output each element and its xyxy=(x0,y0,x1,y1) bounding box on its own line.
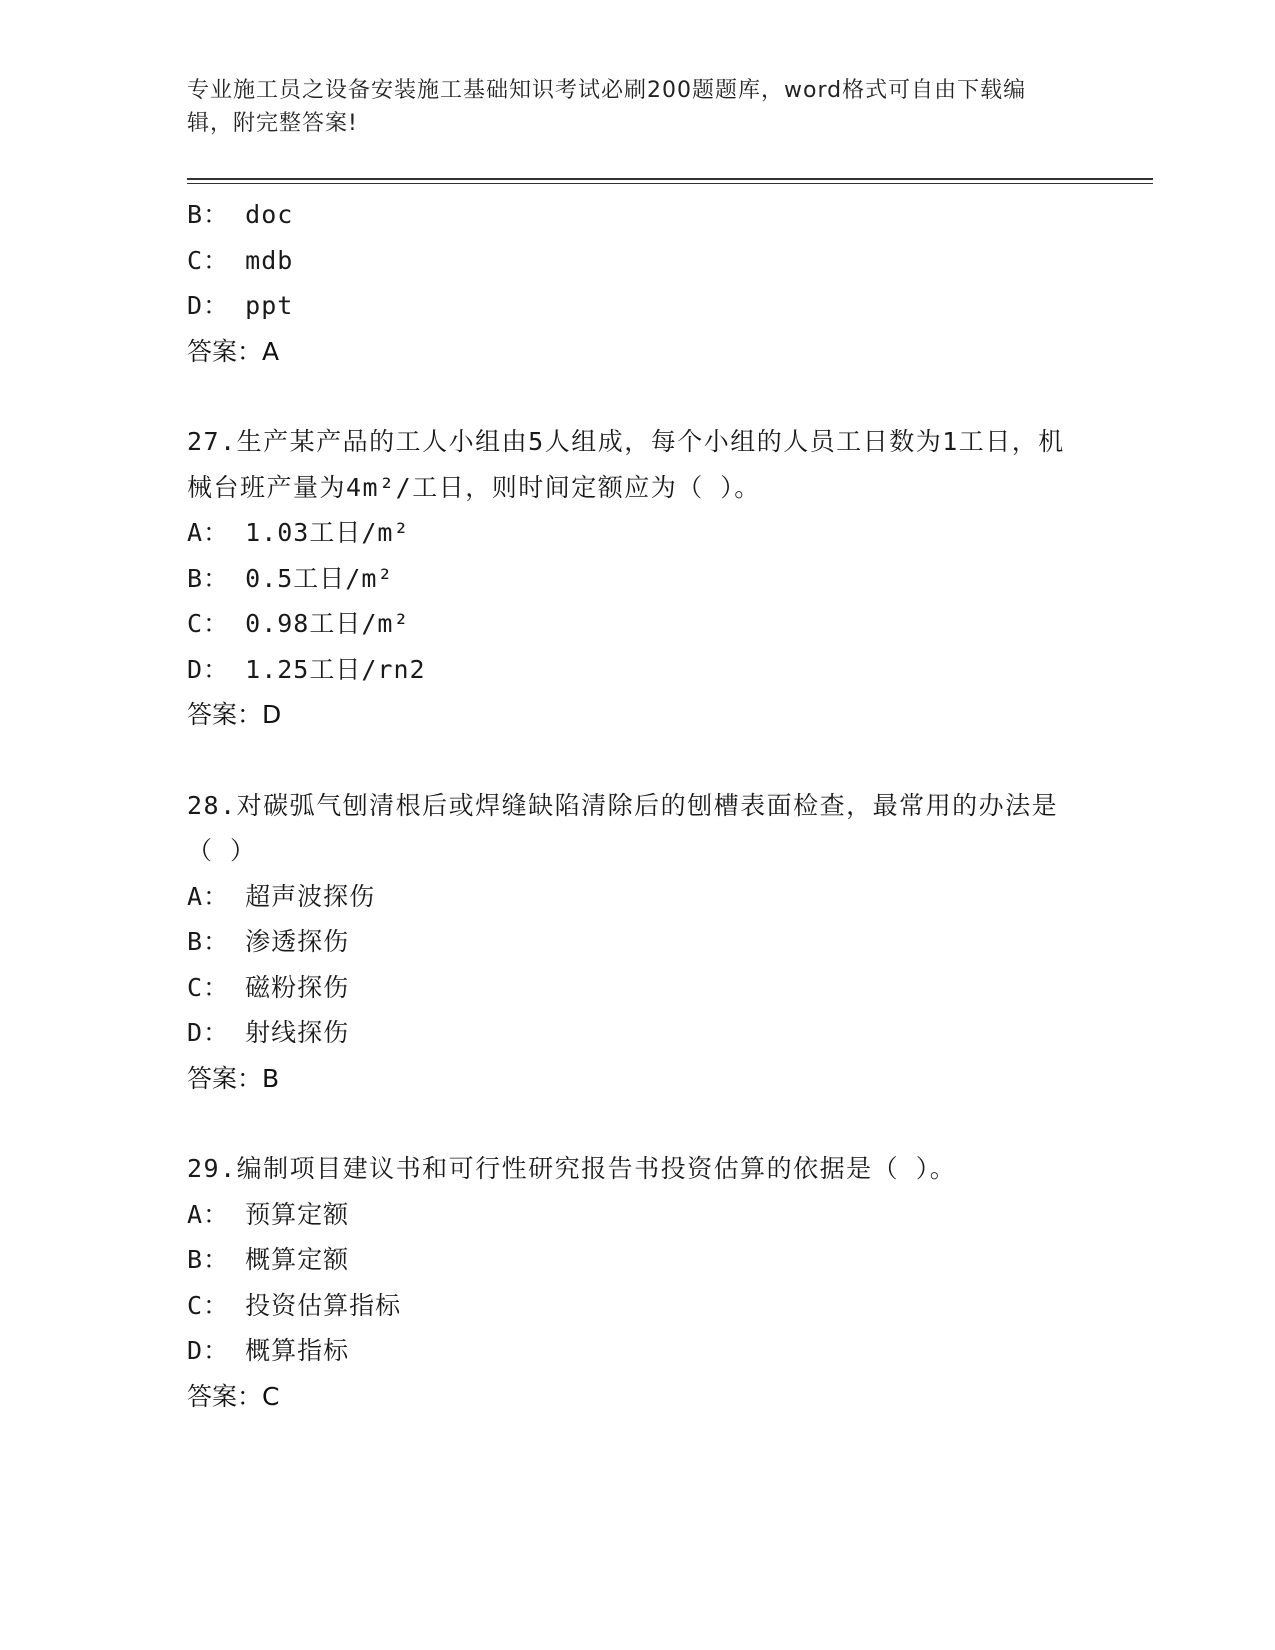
carryover-block xyxy=(187,192,1087,374)
page-header xyxy=(187,74,1067,140)
question-stem: 27.生产某产品的工人小组由5人组成，每个小组的人员工日数为1工日，机械台班产量为4m²/工日，则时间定额应为（ ）。 xyxy=(187,427,1065,502)
option-line: C： 投资估算指标 xyxy=(187,1290,402,1320)
option-line: C： mdb xyxy=(187,245,294,275)
option-line: B： 渗透探伤 xyxy=(187,927,350,956)
option-line: D： ppt xyxy=(187,291,294,320)
document-title: 专业施工员之设备安装施工基础知识考试必刷200题题库，word格式可自由下载编辑，附完整答案! xyxy=(187,78,1027,136)
document-body xyxy=(187,192,1087,1419)
answer-line: 答案：D xyxy=(187,700,282,729)
option-line: C： 0.98工日/m² xyxy=(187,609,410,638)
option-line: B： 0.5工日/m² xyxy=(187,563,394,593)
answer-line: 答案：B xyxy=(187,1063,280,1093)
answer-line: 答案：A xyxy=(187,336,280,366)
option-line: A： 1.03工日/m² xyxy=(187,518,410,547)
option-line: B： 概算定额 xyxy=(187,1245,350,1274)
option-line: A： 预算定额 xyxy=(187,1199,350,1229)
question-block xyxy=(187,783,1087,1102)
question-stem: 28.对碳弧气刨清根后或焊缝缺陷清除后的刨槽表面检查，最常用的办法是（ ） xyxy=(187,790,1059,865)
option-line: D： 射线探伤 xyxy=(187,1018,350,1047)
option-line: B： doc xyxy=(187,200,294,229)
option-line: C： 磁粉探伤 xyxy=(187,972,350,1002)
question-block xyxy=(187,419,1087,738)
option-line: A： 超声波探伤 xyxy=(187,881,376,911)
answer-line: 答案：C xyxy=(187,1381,280,1411)
header-divider xyxy=(187,178,1153,184)
question-stem: 29.编制项目建议书和可行性研究报告书投资估算的依据是（ ）。 xyxy=(187,1154,957,1183)
option-line: D： 概算指标 xyxy=(187,1336,350,1365)
option-line: D： 1.25工日/rn2 xyxy=(187,654,426,684)
question-block xyxy=(187,1146,1087,1419)
